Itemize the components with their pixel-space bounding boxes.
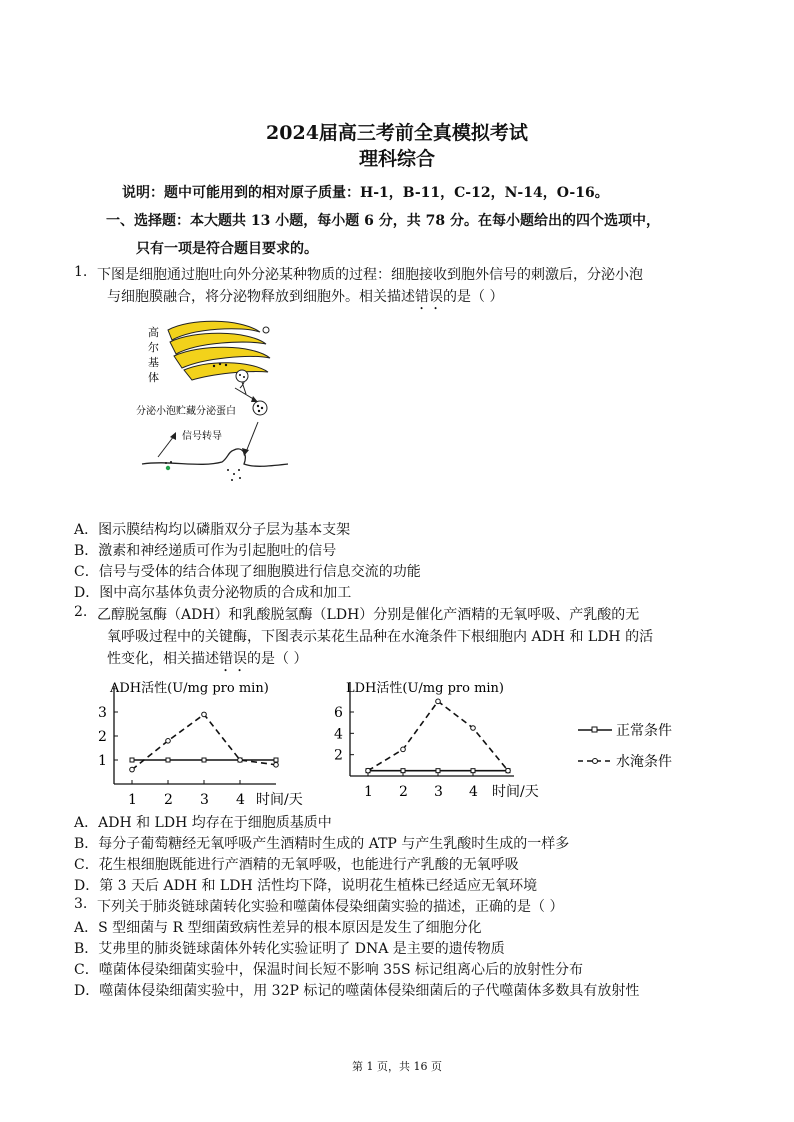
question-1-option-d: D．图中高尔基体负责分泌物质的合成和加工 xyxy=(74,585,352,601)
atomic-mass-note: 说明：题中可能用到的相对原子质量：H-1，B-11，C-12，N-14，O-16。 xyxy=(122,185,609,201)
y-tick-label: 2 xyxy=(334,747,343,764)
golgi-label: 高 xyxy=(148,326,159,339)
x-tick-label: 2 xyxy=(164,792,173,808)
y-axis-label: LDH活性(U/mg pro min) xyxy=(346,681,505,696)
chart-legend xyxy=(574,716,694,776)
series-normal-point xyxy=(202,758,206,762)
question-3-option-b: B．艾弗里的肺炎链球菌体外转化实验证明了 DNA 是主要的遗传物质 xyxy=(74,941,505,957)
y-tick-label: 2 xyxy=(98,729,107,745)
section-heading-line1: 一、选择题：本大题共 13 小题，每小题 6 分，共 78 分。在每小题给出的四个选项中， xyxy=(106,213,660,229)
question-1-option-b: B．激素和神经递质可作为引起胞吐的信号 xyxy=(74,543,337,559)
secretory-vesicle xyxy=(236,370,248,382)
series-normal-point xyxy=(471,769,475,773)
series-flooded-point xyxy=(506,768,511,773)
series-flooded-point xyxy=(274,763,279,768)
page-footer: 第 1 页，共 16 页 xyxy=(352,1060,442,1073)
golgi-apparatus xyxy=(168,321,270,388)
question-2-number: 2. xyxy=(74,604,88,620)
x-axis-label: 时间/天 xyxy=(256,792,303,808)
question-2-option-d: D．第 3 天后 ADH 和 LDH 活性均下降，说明花生植株已经适应无氧环境 xyxy=(74,878,538,894)
x-tick-label: 1 xyxy=(128,792,137,808)
svg-text:尔: 尔 xyxy=(148,341,159,354)
question-3-stem: 下列关于肺炎链球菌转化实验和噬菌体侵染细菌实验的描述，正确的是（ ） xyxy=(97,899,564,915)
y-tick-label: 6 xyxy=(334,705,343,721)
cell-membrane xyxy=(142,449,288,466)
question-1-option-a: A．图示膜结构均以磷脂双分子层为基本支架 xyxy=(74,522,351,538)
y-tick-label: 3 xyxy=(98,705,107,721)
ldh-activity-chart xyxy=(318,676,554,810)
x-tick-label: 2 xyxy=(399,784,408,800)
y-tick-label: 1 xyxy=(98,753,107,769)
exam-title: 2024届高三考前全真模拟考试 xyxy=(266,122,528,144)
legend-normal: 正常条件 xyxy=(616,723,672,739)
x-tick-label: 3 xyxy=(434,784,443,800)
question-2-option-c: C．花生根细胞既能进行产酒精的无氧呼吸，也能进行产乳酸的无氧呼吸 xyxy=(74,857,519,873)
y-axis-label: ADH活性(U/mg pro min) xyxy=(110,681,269,696)
exocytosis-diagram xyxy=(130,318,290,488)
question-2-option-b: B．每分子葡萄糖经无氧呼吸产生酒精时生成的 ATP 与产生乳酸时生成的一样多 xyxy=(74,836,570,852)
question-2-stem-line1: 乙醇脱氢酶（ADH）和乳酸脱氢酶（LDH）分别是催化产酒精的无氧呼吸、产乳酸的无 xyxy=(97,607,640,623)
series-normal-point xyxy=(166,758,170,762)
y-tick-label: 4 xyxy=(334,726,343,743)
x-tick-label: 4 xyxy=(236,792,245,808)
question-2-stem-line2: 氧呼吸过程中的关键酶，下图表示某花生品种在水淹条件下根细胞内 ADH 和 LDH 的活 xyxy=(107,629,654,645)
adh-activity-chart xyxy=(80,676,303,810)
x-tick-label: 4 xyxy=(469,784,478,800)
legend-flooded: 水淹条件 xyxy=(616,754,672,770)
series-flooded-point xyxy=(166,739,171,744)
question-2-stem-line3: 性变化，相关描述错误的是（ ） xyxy=(107,651,308,667)
series-flooded-point xyxy=(401,747,406,752)
series-normal-point xyxy=(274,758,278,762)
svg-text:体: 体 xyxy=(148,371,159,384)
series-flooded-point xyxy=(471,726,476,731)
series-normal-point xyxy=(130,758,134,762)
series-flooded-point xyxy=(238,758,243,763)
question-1-number: 1. xyxy=(74,264,88,280)
series-normal-point xyxy=(436,769,440,773)
series-flooded-point xyxy=(366,768,371,773)
series-normal-point xyxy=(401,769,405,773)
x-tick-label: 1 xyxy=(364,784,373,800)
question-1-option-c: C．信号与受体的结合体现了细胞膜进行信息交流的功能 xyxy=(74,564,421,580)
x-tick-label: 3 xyxy=(200,792,209,808)
series-flooded-point xyxy=(436,699,441,704)
svg-text:基: 基 xyxy=(148,356,159,369)
signal-label: 信号转导 xyxy=(182,431,222,442)
question-2-option-a: A．ADH 和 LDH 均存在于细胞质基质中 xyxy=(74,815,332,831)
vesicle-label: 分泌小泡贮藏分泌蛋白 xyxy=(136,406,236,417)
question-3-number: 3. xyxy=(74,896,88,912)
series-flooded-line xyxy=(368,701,508,770)
question-3-option-c: C．噬菌体侵染细菌实验中，保温时间长短不影响 35S 标记组离心后的放射性分布 xyxy=(74,962,584,978)
question-3-option-d: D．噬菌体侵染细菌实验中，用 32P 标记的噬菌体侵染细菌后的子代噬菌体多数具有放射性 xyxy=(74,983,640,999)
section-heading-line2: 只有一项是符合题目要求的。 xyxy=(136,241,318,257)
question-1-stem-line2: 与细胞膜融合，将分泌物释放到细胞外。相关描述错误的是（ ） xyxy=(107,289,504,305)
question-3-option-a: A．S 型细菌与 R 型细菌致病性差异的根本原因是发生了细胞分化 xyxy=(74,920,482,936)
series-flooded-point xyxy=(202,712,207,717)
series-flooded-point xyxy=(130,767,135,772)
exam-subtitle: 理科综合 xyxy=(358,148,435,170)
x-axis-label: 时间/天 xyxy=(492,784,539,800)
question-1-stem-line1: 下图是细胞通过胞吐向外分泌某种物质的过程：细胞接收到胞外信号的刺激后，分泌小泡 xyxy=(97,267,643,283)
